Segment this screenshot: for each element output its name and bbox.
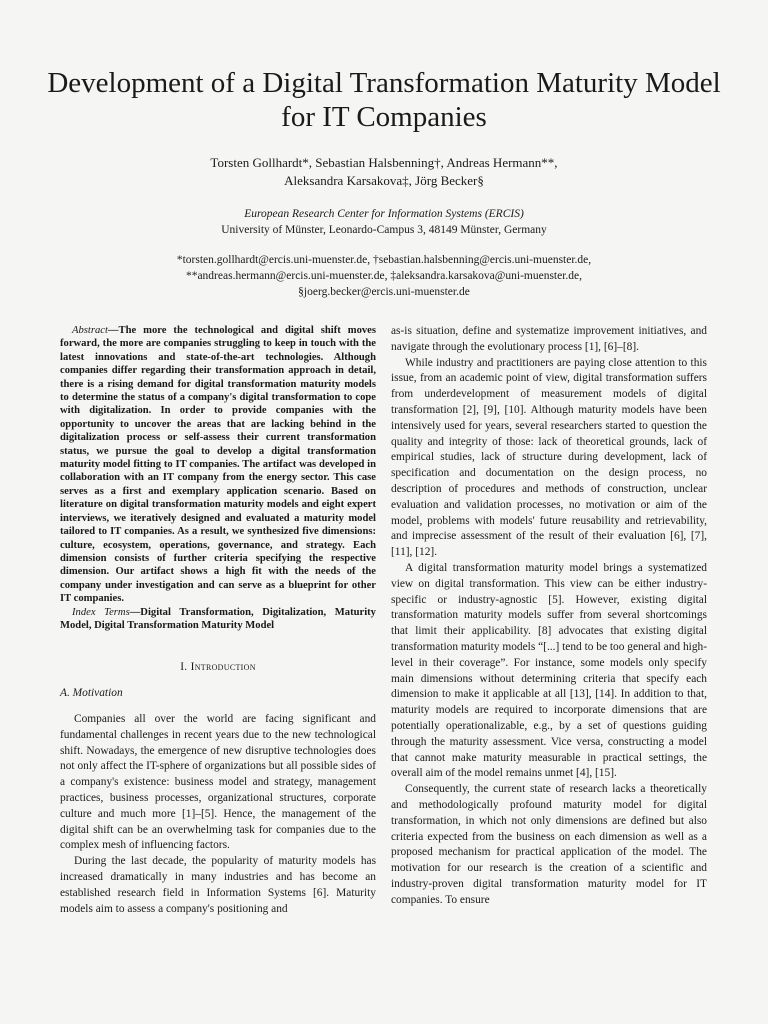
subsection-heading: A. Motivation xyxy=(60,687,123,700)
abstract xyxy=(60,324,376,606)
author-line-1: Torsten Gollhardt*, Sebastian Halsbenning†, Andreas Hermann**, xyxy=(210,155,558,170)
paper-title: Development of a Digital Transformation Maturity Model for IT Companies xyxy=(47,67,721,133)
email-line-1: *torsten.gollhardt@ercis.uni-muenster.de, †sebastian.halsbenning@ercis.uni-muenster.de, xyxy=(176,254,592,266)
affiliation-institute: European Research Center for Information Systems (ERCIS) xyxy=(244,208,524,220)
body-paragraph: During the last decade, the popularity of maturity models has increased dramatically in many industries and has become an established research field in Information Systems [6]. Maturity models aim to assess a company's positioning and xyxy=(60,855,376,915)
body-paragraph: A digital transformation maturity model brings a systematized view on digital transformation. This view can be either industry-specific or industry-agnostic [5]. However, existing digital transformation maturity models suffer from several shortcomings that limit their applicability. [8] advocates that existing digital transformation maturity models “[...] tend to be too general and high-level in their coverage”. For instance, some models only specify main dimensions without determining criteria that specify each dimension to make it applicable at all [13], [14]. In addition to that, maturity models are required to incorporate dimensions that are potentially operationalizable, e.g., by a set of questions guiding through the maturity assessment. Vice versa, constructing a model that cannot make maturity measurable in practical settings, the overall aim of the model remains unmet [4], [15]. xyxy=(391,561,708,780)
email-list xyxy=(40,252,728,300)
left-column xyxy=(60,324,376,917)
email-line-3: §joerg.becker@ercis.uni-muenster.de xyxy=(298,286,470,298)
index-terms-text: —Digital Transformation, Digitalization, Maturity Model, Digital Transformation Maturity Model xyxy=(60,606,376,631)
right-column xyxy=(391,324,707,908)
body-paragraph: as-is situation, define and systematize improvement initiatives, and navigate through the evolutionary process [1], [6]–[8]. xyxy=(391,325,707,353)
email-line-2: **andreas.hermann@ercis.uni-muenster.de, ‡aleksandra.karsakova@uni-muenster.de, xyxy=(185,270,583,282)
body-paragraph: Companies all over the world are facing significant and fundamental challenges in recent years due to the new technological shift. Nowadays, the emergence of new disruptive technologies does not only affect the IT-sphere of organizations but all possible sides of a company's existence: business model and strategy, management practices, business processes, organizational structures, corporate culture and much more [1]–[5]. Hence, the management of the digital shift can be an overwhelming task for companies due to the complex mesh of influencing factors. xyxy=(60,712,376,852)
author-list xyxy=(60,154,708,190)
section-heading: I. Introduction xyxy=(180,661,256,674)
body-paragraph: Consequently, the current state of research lacks a theoretically and methodologically profound maturity model for digital transformation, in which not only dimensions are defined but also criteria expected from the business on each dimension as well as a proposed mechanism for practical application of the model. The motivation for our research is the creation of a scientific and industry-proven digital transformation maturity model for IT companies. To ensure xyxy=(391,783,707,906)
index-terms xyxy=(60,606,376,633)
index-terms-label: Index Terms xyxy=(72,606,130,618)
affiliation xyxy=(60,206,708,238)
abstract-label: Abstract xyxy=(72,325,108,336)
body-paragraph: While industry and practitioners are paying close attention to this issue, from an academic point of view, digital transformation suffers from underdevelopment of measurement models of digital transformation [2], [9], [10]. Although maturity models have been intensively used for years, several researchers started to question the quality and integrity of those: lack of theoretical grounds, lack of empirical studies, lack of structure during development, lack of specification and documentation on the design process, no description of procedures and methods of construction, unclear evaluation and validation processes, no motivation or aim of the model, problems with models' future reusability and retrievability, and imprecise assessment of the result of their evaluation [6], [7], [11], [12]. xyxy=(391,356,707,559)
affiliation-address: University of Münster, Leonardo-Campus 3, 48149 Münster, Germany xyxy=(221,224,547,236)
abstract-text: —The more the technological and digital shift moves forward, the more are companies struggling to keep in touch with the latest innovations and state-of-the-art technologies. Although companies differ regarding their transformation approach in detail, there is a rising demand for digital transformation maturity models to determine the status of a company's digital transformation to cope with digitalization. In order to provide companies with the opportunity to uncover the areas that are lacking behind in the digitalization process or self-assess their current transformation status, we pursue the goal to develop a digital transformation maturity model fitting to IT companies. The artifact was developed in collaboration with an IT company from the energy sector. This case serves as a first and exemplary application scenario. Based on literature on digital transformation maturity models and eight expert interviews, we iteratively designed and evaluated a maturity model tailored to IT companies. As a result, we synthesized five dimensions: culture, ecosystem, operations, governance, and strategy. Each dimension consists of further criteria specifying the respective dimension. Our artifact shows a high fit with the needs of the company under investigation and can serve as a blueprint for other IT companies. xyxy=(60,325,376,605)
author-line-2: Aleksandra Karsakova‡, Jörg Becker§ xyxy=(284,173,484,188)
